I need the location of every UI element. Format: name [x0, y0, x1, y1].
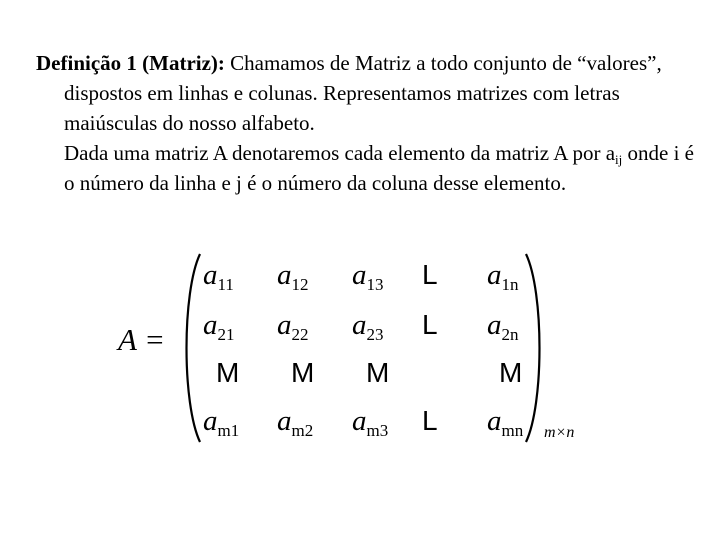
- matrix-entry: [487, 308, 519, 342]
- matrix-entry: [203, 258, 234, 292]
- entry-base: a: [487, 259, 502, 291]
- entry-subscript: 12: [291, 275, 309, 294]
- matrix-lhs: A =: [118, 322, 166, 357]
- notation-subscript: ij: [615, 152, 623, 167]
- notation-outro: onde i é o número da linha e j é o número da coluna desse elemento.: [64, 141, 695, 195]
- entry-base: a: [277, 309, 292, 341]
- entry-base: a: [277, 259, 292, 291]
- entry-base: a: [352, 259, 367, 291]
- matrix-entry: [487, 404, 523, 438]
- matrix-entry: [277, 258, 309, 292]
- matrix-ellipsis: M: [366, 357, 390, 388]
- matrix-entry: [487, 258, 519, 292]
- entry-subscript: 13: [366, 275, 384, 294]
- left-parenthesis: [176, 252, 206, 444]
- entry-base: a: [487, 405, 502, 437]
- matrix-entry: [277, 404, 313, 438]
- matrix-ellipsis: M: [291, 357, 315, 388]
- entry-subscript: 2n: [501, 325, 519, 344]
- entry-subscript: m1: [217, 421, 240, 440]
- matrix-entry: [277, 308, 309, 342]
- entry-subscript: mn: [501, 421, 524, 440]
- entry-subscript: 23: [366, 325, 384, 344]
- matrix-dimension: m×n: [544, 424, 575, 441]
- right-parenthesis: [520, 252, 550, 444]
- matrix-ellipsis: M: [216, 357, 240, 388]
- entry-base: a: [203, 405, 218, 437]
- entry-base: a: [203, 259, 218, 291]
- entry-subscript: 11: [217, 275, 234, 294]
- matrix-entry: [203, 404, 239, 438]
- entry-base: a: [487, 309, 502, 341]
- matrix-ellipsis: L: [422, 405, 438, 436]
- matrix-entry: [352, 404, 388, 438]
- entry-subscript: 21: [217, 325, 235, 344]
- notation-intro: Dada uma matriz A denotaremos cada elemento da matriz A por a: [64, 141, 616, 165]
- definition-body: Chamamos de Matriz a todo conjunto de “valores”, dispostos em linhas e colunas. Representamos matrizes com letras maiúsculas do nosso alfabeto.: [64, 51, 662, 135]
- matrix-entry: [352, 308, 384, 342]
- definition-label: Definição 1 (Matriz):: [36, 51, 225, 75]
- entry-subscript: m3: [366, 421, 389, 440]
- entry-subscript: 1n: [501, 275, 519, 294]
- entry-subscript: m2: [291, 421, 314, 440]
- entry-subscript: 22: [291, 325, 309, 344]
- matrix-entry: [352, 258, 384, 292]
- matrix-entry: [203, 308, 235, 342]
- entry-base: a: [277, 405, 292, 437]
- entry-base: a: [352, 309, 367, 341]
- entry-base: a: [352, 405, 367, 437]
- matrix-ellipsis: M: [499, 357, 523, 388]
- matrix-ellipsis: L: [422, 259, 438, 290]
- entry-base: a: [203, 309, 218, 341]
- matrix-ellipsis: L: [422, 309, 438, 340]
